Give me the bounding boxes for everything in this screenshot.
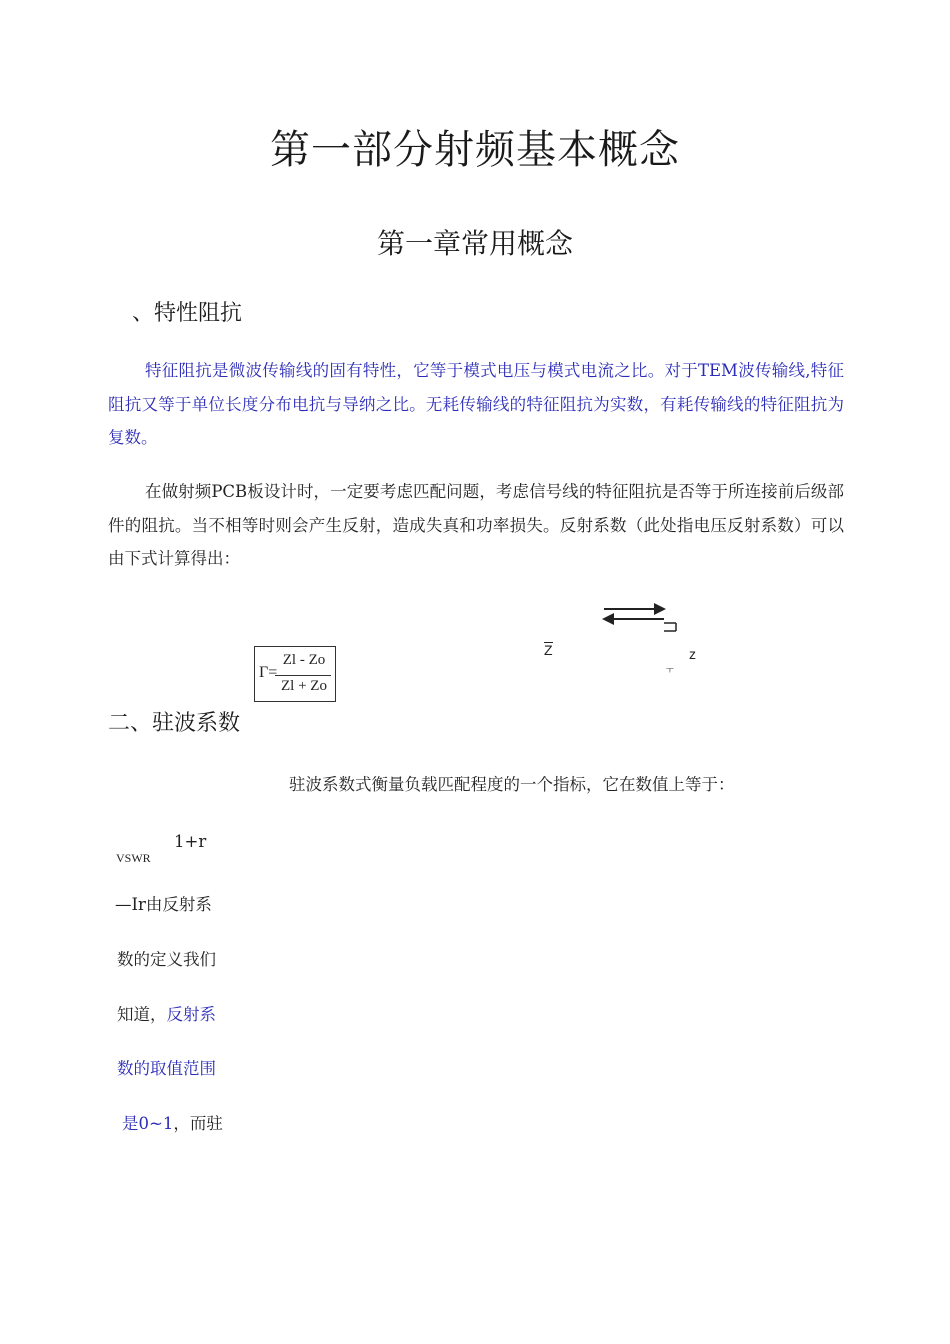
- vswr-line-2: 数的定义我们: [117, 950, 216, 969]
- diagram-label-load-impedance: z: [689, 646, 696, 662]
- section-heading-vswr: 二、驻波系数: [108, 711, 241, 736]
- vswr-line-5: [122, 1110, 223, 1134]
- vswr-label: VSWR: [116, 851, 151, 865]
- vswr-line-5-black: ，而驻: [173, 1114, 223, 1133]
- reflection-coefficient-formula: [254, 646, 336, 702]
- vswr-line-3-black: 知道，: [117, 1005, 167, 1024]
- formula-numerator: Zl - Zo: [282, 652, 326, 668]
- paragraph-pcb-matching: 在做射频PCB板设计时，一定要考虑匹配问题，考虑信号线的特征阻抗是否等于所连接前后级部件的阻抗。当不相等时则会产生反射，造成失真和功率损失。反射系数（此处指电压反射系数）可以由下式计算得出：: [108, 482, 844, 568]
- formula-gamma: Γ=: [259, 664, 278, 681]
- vswr-numerator: 1+r: [174, 832, 207, 851]
- formula-fraction-bar: [275, 675, 331, 676]
- formula-denominator: Zl + Zo: [281, 678, 327, 694]
- vswr-line-3: [117, 1001, 216, 1025]
- diagram-label-source-impedance: Z: [544, 642, 553, 658]
- vswr-line-5-blue: 是0~1: [122, 1114, 174, 1133]
- vswr-denominator: —Ir: [115, 895, 146, 914]
- vswr-line-1: [115, 891, 212, 915]
- section-heading-characteristic-impedance: 、特性阻抗: [132, 301, 243, 326]
- page-title: 第一部分射频基本概念: [270, 127, 680, 173]
- diagram-small-label: ㅜ: [666, 666, 674, 675]
- vswr-line-3-blue: 反射系: [166, 1005, 216, 1024]
- vswr-intro-text: 驻波系数式衡量负载匹配程度的一个指标，它在数值上等于：: [289, 775, 735, 794]
- vswr-line-4: 数的取值范围: [117, 1059, 216, 1078]
- paragraph-impedance-definition: 特征阻抗是微波传输线的固有特性，它等于模式电压与模式电流之比。对于TEM波传输线,特征阻抗又等于单位长度分布电抗与导纳之比。无耗传输线的特征阻抗为实数，有耗传输线的特征阻抗为复数。: [108, 361, 844, 447]
- chapter-title: 第一章常用概念: [376, 227, 573, 260]
- vswr-line-1-text: 由反射系: [145, 895, 212, 914]
- wave-direction-arrows-icon: [590, 598, 680, 634]
